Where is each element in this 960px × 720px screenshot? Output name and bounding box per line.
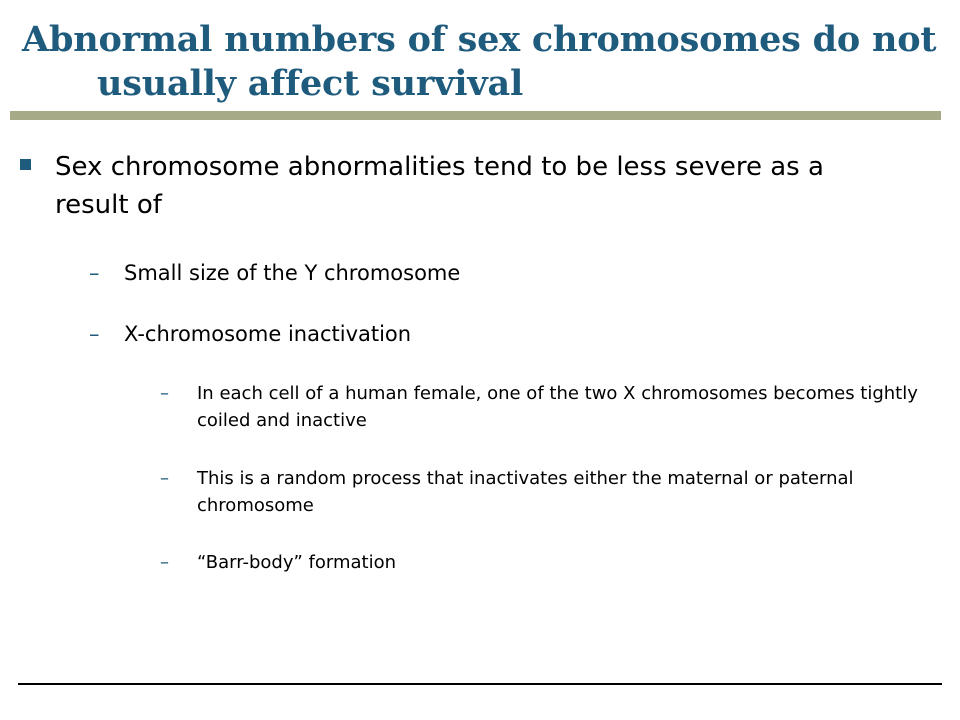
- sub-sub-bullet-text: “Barr-body” formation: [197, 552, 397, 573]
- bullet-item: [20, 148, 900, 224]
- sub-bullet-text: X-chromosome inactivation: [124, 322, 412, 346]
- sub-sub-bullet-text: This is a random process that inactivates either the maternal or paternal chromosome: [197, 468, 854, 516]
- sub-bullet-text: Small size of the Y chromosome: [124, 261, 461, 285]
- dash-bullet-icon: –: [160, 552, 169, 573]
- dash-bullet-icon: –: [89, 261, 100, 285]
- dash-bullet-icon: –: [160, 468, 169, 489]
- bullet-text: Sex chromosome abnormalities tend to be less severe as a result of: [55, 152, 824, 220]
- dash-bullet-icon: –: [89, 322, 100, 346]
- sub-sub-bullet-item: [160, 465, 920, 519]
- square-bullet-icon: [20, 159, 31, 170]
- title-line-1: Abnormal numbers of sex chromosomes do not: [22, 19, 937, 60]
- title-divider: [10, 111, 941, 120]
- sub-bullet-item: [89, 319, 909, 349]
- sub-sub-bullet-text: In each cell of a human female, one of the two X chromosomes becomes tightly coiled and inactive: [197, 383, 918, 431]
- footer-divider: [18, 683, 942, 685]
- sub-sub-bullet-item: [160, 549, 920, 576]
- dash-bullet-icon: –: [160, 383, 169, 404]
- title-line-2: usually affect survival: [97, 63, 524, 104]
- slide-title: [22, 18, 942, 106]
- sub-bullet-item: [89, 258, 909, 288]
- sub-sub-bullet-item: [160, 380, 920, 434]
